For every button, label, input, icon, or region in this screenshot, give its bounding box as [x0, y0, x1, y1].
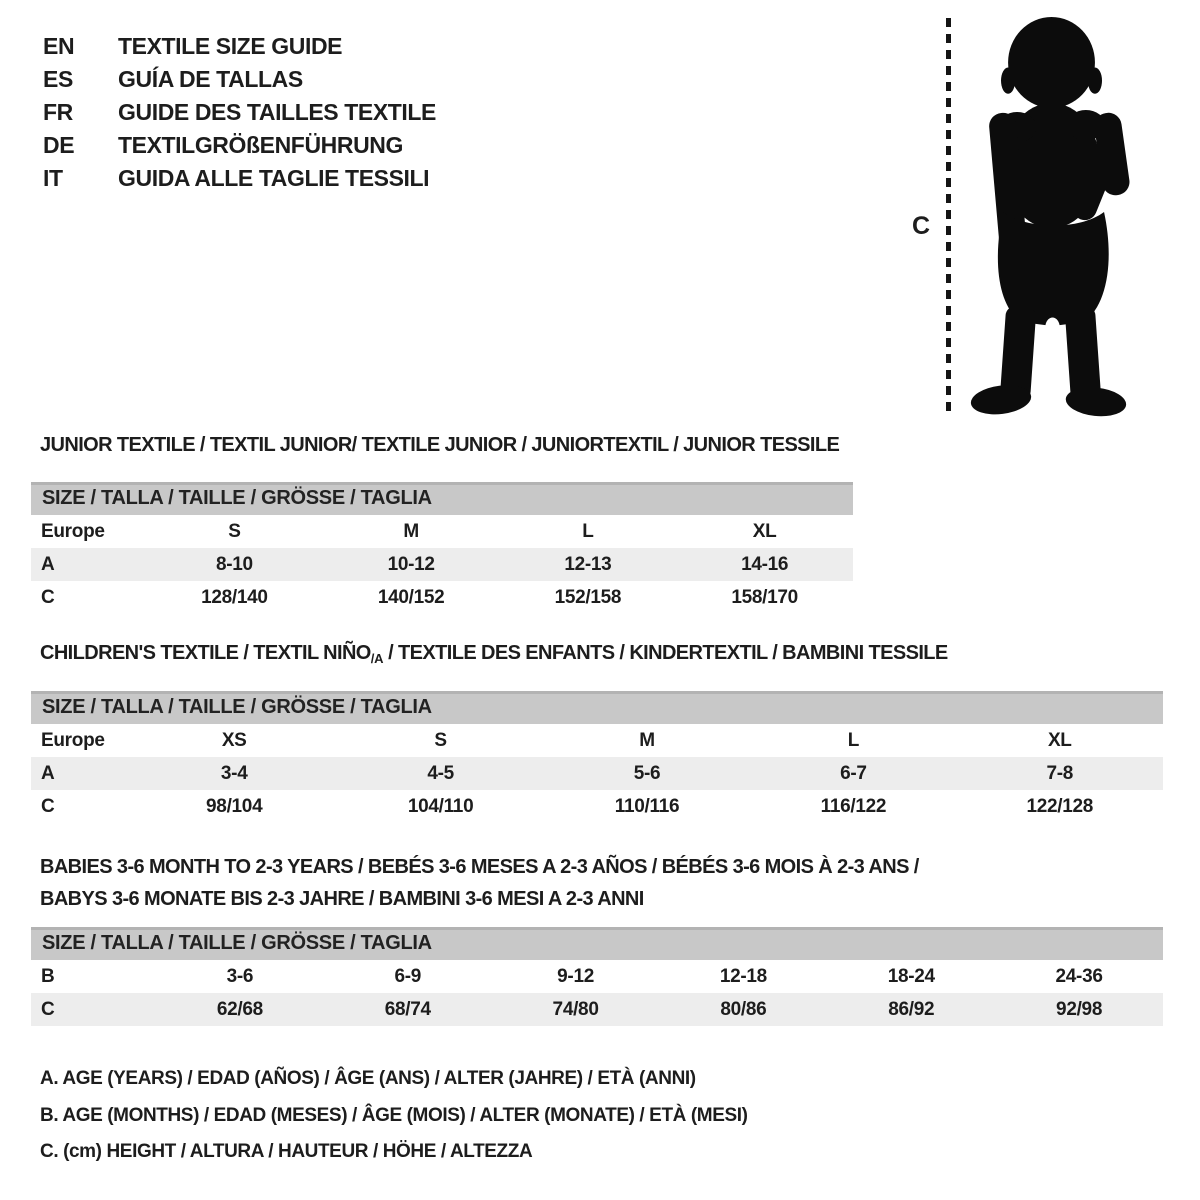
language-row [43, 129, 436, 162]
size-header-bar: SIZE / TALLA / TAILLE / GRÖSSE / TAGLIA [31, 691, 1163, 724]
children-title-sub: /A [370, 651, 384, 666]
age-cell: 6-7 [840, 762, 867, 784]
height-cell: 104/110 [407, 795, 474, 817]
height-cell: 98/104 [206, 795, 263, 817]
children-size-table [31, 691, 1163, 823]
language-title: TEXTILE SIZE GUIDE [118, 33, 343, 59]
age-cell: 8-10 [215, 553, 253, 575]
height-cell: 86/92 [888, 998, 935, 1020]
babies-title-line1: BABIES 3-6 MONTH TO 2-3 YEARS / BEBÉS 3-6 MESES A 2-3 AÑOS / BÉBÉS 3-6 MOIS À 2-3 ANS / [40, 856, 919, 878]
children-title-post: / TEXTILE DES ENFANTS / KINDERTEXTIL / BAMBINI TESSILE [383, 642, 948, 664]
table-row-europe [31, 724, 1163, 757]
months-cell: 24-36 [1055, 965, 1103, 987]
measure-c-label: C [912, 212, 931, 240]
table-row-height [31, 790, 1163, 823]
language-title-block [43, 30, 436, 195]
months-cell: 9-12 [557, 965, 594, 987]
size-header-bar: SIZE / TALLA / TAILLE / GRÖSSE / TAGLIA [31, 482, 853, 515]
language-row [43, 162, 436, 195]
children-section-title [40, 642, 948, 666]
language-row [43, 96, 436, 129]
table-row-europe [31, 515, 853, 548]
height-cell: 62/68 [216, 998, 263, 1020]
babies-size-table [31, 927, 1163, 1026]
age-cell: 4-5 [427, 762, 454, 784]
size-header-bar: SIZE / TALLA / TAILLE / GRÖSSE / TAGLIA [31, 927, 1163, 960]
height-cell: 158/170 [731, 586, 798, 608]
table-row-age [31, 757, 1163, 790]
row-label: C [41, 586, 55, 608]
height-cell: 74/80 [552, 998, 599, 1020]
language-title: TEXTILGRÖßENFÜHRUNG [118, 132, 403, 158]
age-cell: 5-6 [633, 762, 661, 784]
age-cell: 14-16 [741, 553, 789, 575]
language-code: EN [43, 33, 75, 59]
months-cell: 6-9 [394, 965, 422, 987]
months-cell: 18-24 [887, 965, 935, 987]
height-cell: 110/116 [614, 795, 680, 817]
children-title-pre: CHILDREN'S TEXTILE / TEXTIL NIÑO [40, 642, 371, 664]
language-row [43, 63, 436, 96]
language-title: GUIDA ALLE TAGLIE TESSILI [118, 165, 430, 191]
row-label: Europe [41, 729, 105, 751]
months-cell: 12-18 [719, 965, 767, 987]
language-row [43, 30, 436, 63]
junior-size-table [31, 482, 853, 614]
babies-section-title [40, 851, 919, 915]
height-measure-dotted-line [946, 18, 951, 416]
size-cell: M [403, 520, 419, 542]
size-cell: XS [221, 729, 247, 751]
language-code: FR [43, 99, 73, 125]
language-title: GUIDE DES TAILLES TEXTILE [118, 99, 436, 125]
size-cell: S [228, 520, 241, 542]
table-row-age [31, 548, 853, 581]
toddler-silhouette-icon [966, 14, 1134, 418]
language-code: DE [43, 132, 75, 158]
age-cell: 12-13 [564, 553, 612, 575]
row-label: A [41, 553, 55, 575]
row-label: B [41, 965, 55, 987]
row-label: Europe [41, 520, 105, 542]
row-label: C [41, 795, 55, 817]
size-cell: L [582, 520, 594, 542]
age-cell: 3-4 [220, 762, 248, 784]
size-cell: S [434, 729, 447, 751]
height-cell: 140/152 [377, 586, 445, 608]
legend-age-years: A. AGE (YEARS) / EDAD (AÑOS) / ÂGE (ANS) / ALTER (JAHRE) / ETÀ (ANNI) [40, 1068, 696, 1089]
height-cell: 80/86 [720, 998, 767, 1020]
language-title: GUÍA DE TALLAS [118, 66, 303, 92]
height-cell: 92/98 [1056, 998, 1103, 1020]
legend-height-cm: C. (cm) HEIGHT / ALTURA / HAUTEUR / HÖHE / ALTEZZA [40, 1141, 533, 1162]
size-cell: L [847, 729, 860, 751]
height-cell: 152/158 [554, 586, 622, 608]
size-cell: XL [1047, 729, 1072, 751]
legend-age-months: B. AGE (MONTHS) / EDAD (MESES) / ÂGE (MOIS) / ALTER (MONATE) / ETÀ (MESI) [40, 1104, 748, 1126]
legend [40, 1061, 748, 1171]
row-label: A [41, 762, 55, 784]
table-row-height [31, 581, 853, 614]
table-row-height [31, 993, 1163, 1026]
babies-title-line2: BABYS 3-6 MONATE BIS 2-3 JAHRE / BAMBINI 3-6 MESI A 2-3 ANNI [40, 888, 644, 910]
junior-section-title: JUNIOR TEXTILE / TEXTIL JUNIOR/ TEXTILE JUNIOR / JUNIORTEXTIL / JUNIOR TESSILE [40, 434, 840, 456]
height-cell: 122/128 [1026, 795, 1094, 817]
height-cell: 68/74 [384, 998, 431, 1020]
language-code: ES [43, 66, 73, 92]
table-row-months [31, 960, 1163, 993]
height-cell: 128/140 [201, 586, 268, 608]
age-cell: 10-12 [387, 553, 435, 575]
size-cell: XL [752, 520, 777, 542]
months-cell: 3-6 [226, 965, 254, 987]
language-code: IT [43, 165, 63, 191]
size-cell: M [639, 729, 655, 751]
age-cell: 7-8 [1046, 762, 1074, 784]
row-label: C [41, 998, 55, 1020]
height-cell: 116/122 [820, 795, 887, 817]
